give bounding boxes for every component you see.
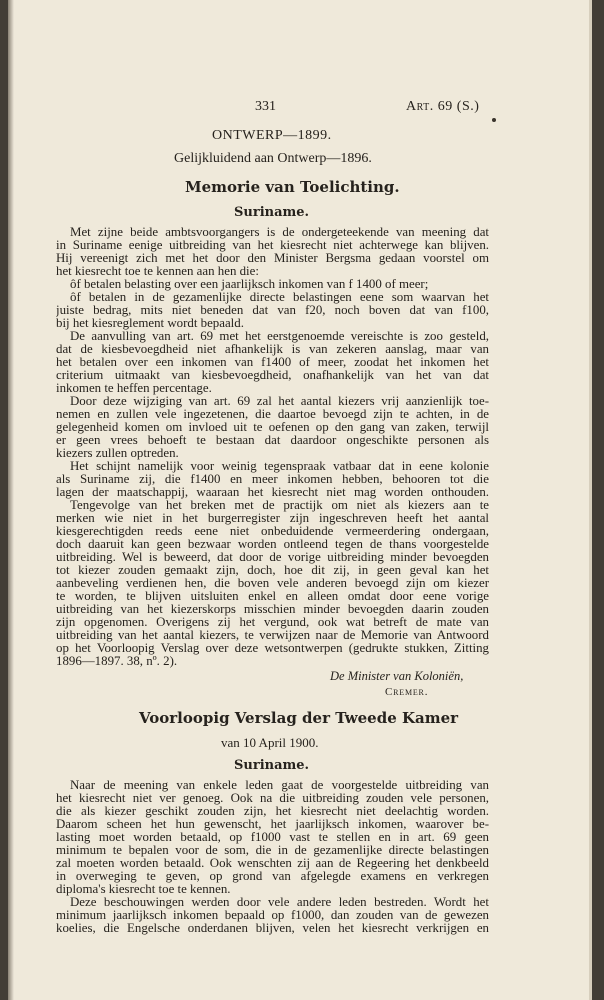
memorie-line: tot kiezer zouden gemaakt zijn, doch, hoe dit zij, in geen geval kan het xyxy=(56,564,489,577)
memorie-line: ôf betalen belasting over een jaarlijksch inkomen van f 1400 of meer; xyxy=(70,278,429,291)
memorie-subheading: Suriname. xyxy=(234,205,310,220)
verslag-date: van 10 April 1900. xyxy=(221,735,319,750)
memorie-line: kiesgerechtigden reeds eene niet onbeduidende vermeerdering ondergaan, xyxy=(56,525,489,538)
memorie-line: uitbreiding van het kiezerskorps misschien minder bevoegden daarin zouden xyxy=(56,603,489,616)
memorie-line: uitbreiding. Wel is beweerd, dat door de vorige uitbreiding minder bevoegden xyxy=(56,551,489,564)
memorie-line: het betalen over een inkomen van f1400 of meer, zoodat het inkomen het xyxy=(56,356,489,369)
memorie-line: De aanvulling van art. 69 met het eerstgenoemde vereischte is zoo gesteld, xyxy=(70,330,489,343)
memorie-line: 1896—1897. 38, nº. 2). xyxy=(56,655,178,668)
memorie-line: Het schijnt namelijk voor weinig tegenspraak vatbaar dat in eene kolonie xyxy=(70,460,489,473)
memorie-line: doch daaruit kan geen bezwaar worden ontleend tegen de thans voorgestelde xyxy=(56,538,489,551)
verslag-line: het kiesrecht niet ver genoeg. Ook na die uitbreiding zouden vele personen, xyxy=(56,792,489,805)
page-binding-shadow xyxy=(8,0,14,1000)
memorie-line: inkomen te heffen percentage. xyxy=(56,382,212,395)
page-number: 331 xyxy=(255,99,276,114)
memorie-line: merken wie niet in het burgerregister zijn ingeschreven heeft het aantal xyxy=(56,512,489,525)
memorie-line: op het Voorloopig Verslag over deze wetsontwerpen (gedrukte stukken, Zitting xyxy=(56,642,489,655)
verslag-line: lasting moet worden betaald, op f1000 vast te stellen en in art. 69 geen xyxy=(56,831,489,844)
memorie-line: te worden, te blijven uitsluiten enkel en alleen omdat door eene vorige xyxy=(56,590,489,603)
memorie-line: het kiesrecht toe te kennen aan hen die: xyxy=(56,265,259,278)
memorie-line: dat de kiesbevoegdheid niet afhankelijk is van zekeren aanslag, maar van xyxy=(56,343,489,356)
memorie-line: Door deze wijziging van art. 69 zal het aantal kiezers vrij aanzienlijk toe- xyxy=(70,395,489,408)
memorie-line: juiste bedrag, mits niet beneden dat van f20, noch boven dat van f100, xyxy=(56,304,489,317)
verslag-line: zal moeten worden betaald. Ook wenschten zij aan de Regeering het denkbeeld xyxy=(56,857,489,870)
signature-title: De Minister van Koloniën, xyxy=(330,669,464,683)
verslag-line: Naar de meening van enkele leden gaat de voorgestelde uitbreiding van xyxy=(70,779,489,792)
ontwerp-subtitle: Gelijkluidend aan Ontwerp—1896. xyxy=(174,151,372,166)
memorie-line: uitbreiding van het aantal kiezers, te verwijzen naar de Memorie van Antwoord xyxy=(56,629,489,642)
verslag-line: die als kiezer geschikt zouden zijn, het kiesrecht niet deelachtig worden. xyxy=(56,805,489,818)
memorie-line: bij het kiesreglement wordt bepaald. xyxy=(56,317,244,330)
document-page xyxy=(8,0,592,1000)
memorie-line: lagen der maatschappij, waaraan het kiesrecht niet mag worden onthouden. xyxy=(56,486,489,499)
memorie-line: Met zijne beide ambtsvoorgangers is de ondergeteekende van meening dat xyxy=(70,226,489,239)
memorie-line: gelegenheid komen om invloed uit te oefenen op den gang van zaken, terwijl xyxy=(56,421,489,434)
verslag-line: koelies, die Engelsche onderdanen blijven, velen het kiesrecht verkrijgen en xyxy=(56,922,489,935)
verslag-line: Daarom scheen het hun gewenscht, het jaarlijksch inkomen, waarover be- xyxy=(56,818,489,831)
memorie-line: kiezers zullen optreden. xyxy=(56,447,179,460)
verslag-line: in overweging te geven, op grond van afgelegde examens en verkregen xyxy=(56,870,489,883)
memorie-line: zijn opgenomen. Overigens zij het vergund, ook wat betreft de mate van xyxy=(56,616,489,629)
memorie-line: criterium uitmaakt van kiesbevoegdheid, onafhankelijk van het van dat xyxy=(56,369,489,382)
verslag-line: minimum te bepalen voor de som, die in de gezamenlijke directe belastingen xyxy=(56,844,489,857)
verslag-heading: Voorloopig Verslag der Tweede Kamer xyxy=(139,709,459,727)
memorie-line: Hij vereenigt zich met het door den Minister Bergsma gedaan voorstel om xyxy=(56,252,489,265)
signature-name: Cremer. xyxy=(385,686,429,698)
memorie-line: ôf betalen in de gezamenlijke directe belastingen eene som waarvan het xyxy=(70,291,489,304)
memorie-line: in Suriname eenige uitbreiding van het kiesrecht niet achterwege kan blijven. xyxy=(56,239,489,252)
page-edge xyxy=(589,0,592,1000)
memorie-line: nemen en zullen vele ingezetenen, die daartoe bevoegd zijn te achten, in de xyxy=(56,408,489,421)
verslag-line: diploma's kiesrecht toe te kennen. xyxy=(56,883,231,896)
memorie-line: als Suriname zij, die f1400 en meer inkomen hebben, behooren tot die xyxy=(56,473,489,486)
verslag-line: minimum jaarlijksch inkomen bepaald op f1000, dan zouden van de gewezen xyxy=(56,909,489,922)
verslag-line: Deze beschouwingen werden door vele andere leden bestreden. Wordt het xyxy=(70,896,489,909)
verslag-subheading: Suriname. xyxy=(234,758,310,773)
article-reference: Art. 69 (S.) xyxy=(406,99,480,114)
ontwerp-title: ONTWERP—1899. xyxy=(212,128,332,143)
memorie-line: Tengevolge van het breken met de practijk om niet als kiezers aan te xyxy=(70,499,489,512)
ink-speck xyxy=(492,118,496,122)
memorie-line: aanbeveling verdienen hen, die boven vele anderen bevoegd zijn om kiezer xyxy=(56,577,489,590)
memorie-line: er geen vrees behoeft te bestaan dat daardoor ongeschikte personen als xyxy=(56,434,489,447)
memorie-heading: Memorie van Toelichting. xyxy=(185,178,400,196)
